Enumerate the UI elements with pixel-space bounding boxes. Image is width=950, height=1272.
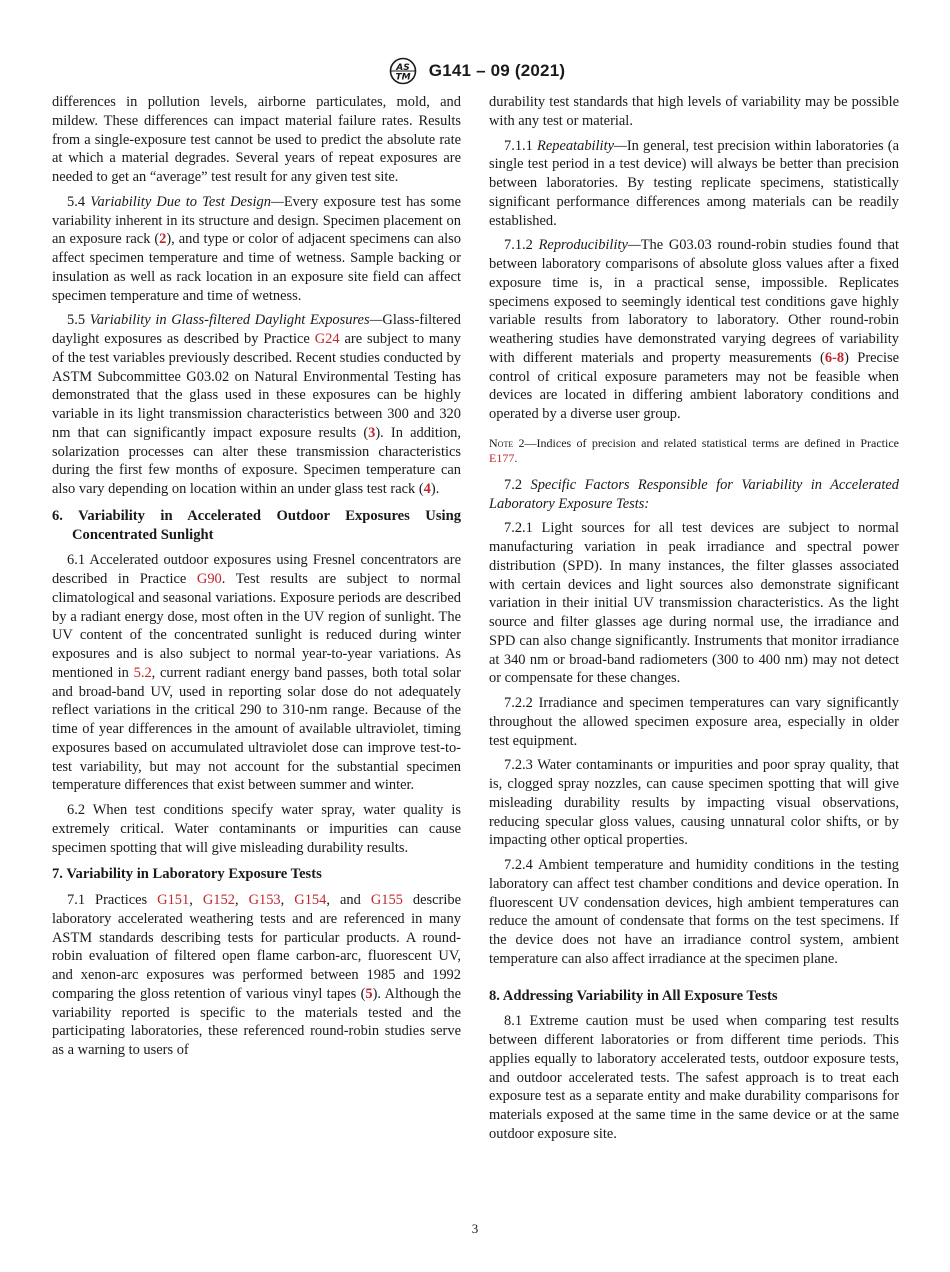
- section-6-heading: 6. Variability in Accelerated Outdoor Exposures Using Concentrated Sunlight: [52, 507, 461, 543]
- link-e177[interactable]: E177: [489, 450, 515, 465]
- page-number: 3: [471, 1221, 479, 1236]
- paragraph-5-5: 5.5 Variability in Glass-filtered Daylight Exposures—Glass-filtered daylight exposures as described by Practice G24 are subject to many of the test variables previously described. Recent studies conducted by ASTM Subcommittee G03.02 on Natural Environmental Testing has demonstrated that the glass used in these exposures can be highly variable in its light transmission characteristics between 300 and 320 nm that can significantly impact exposure results (3). In addition, solarization processes can alter these transmission characteristics during the first few months of exposure. Specimen temperature can also vary depending on location within an under glass test rack (4).: [52, 312, 462, 497]
- svg-text:AS: AS: [396, 63, 410, 73]
- heading-repeatability: Repeatability—: [537, 137, 627, 154]
- paragraph-7-1-2: 7.1.2 Reproducibility—The G03.03 round-robin studies found that between laboratory comparisons of absolute gloss values after a fixed exposure time is, in a practical sense, impossible. Replicates specimens exposed to seemingly identical test conditions gave highly variable results from laboratory to laboratory. Other round-robin weathering studies have demonstrated varying degrees of variability with different materials and property measurements (6-8) Precise control of critical exposure parameters may not be feasible when devices are located in differing ambient laboratory conditions and operated by a diverse user group.: [489, 237, 900, 422]
- paragraph-7-2-3: 7.2.3 Water contaminants or impurities and poor spray quality, that is, clogged spray nozzles, can cause specimen spotting that will give misleading durability results by impacting visual observations, reducing specular gloss values, causing unnatural color shifts, or by impacting other optical properties.: [489, 757, 899, 849]
- heading-5-4: Variability Due to Test Design—: [90, 193, 284, 210]
- reference-link-4[interactable]: 4: [423, 481, 431, 497]
- page-header: [0, 56, 950, 86]
- section-8-heading: 8. Addressing Variability in All Exposure Tests: [489, 987, 778, 1004]
- paragraph-7-2-1: 7.2.1 Light sources for all test devices are subject to normal manufacturing variation in peak irradiance and spectral power distribution (SPD). In many instances, the filter glasses associated with certain devices and light sources also demonstrate significant variation in their initial UV transmission characteristics. As the light source and filter glasses age during normal use, the irradiance and SPD can also change significantly. Instruments that monitor irradiance at 340 nm or broad-band radiometers (300 to 400 nm) may not detect or compensate for these changes.: [489, 520, 899, 687]
- heading-5-5: Variability in Glass-filtered Daylight Exposures—: [89, 312, 383, 329]
- paragraph-7-1-continued: durability test standards that high levels of variability may be possible with any test or material.: [489, 94, 899, 129]
- link-g151[interactable]: G151: [157, 892, 190, 908]
- note-2-label: Note 2: [489, 435, 525, 450]
- right-column: [489, 93, 899, 1150]
- link-g154[interactable]: G154: [294, 892, 327, 908]
- reference-link-2[interactable]: 2: [159, 231, 167, 248]
- link-g152[interactable]: G152: [202, 892, 235, 908]
- paragraph-6-2: 6.2 When test conditions specify water spray, water quality is extremely critical. Water contaminants or impurities can cause specimen spotting that will give misleading durability results.: [52, 802, 461, 856]
- paragraph-7-2: 7.2 Specific Factors Responsible for Variability in Accelerated Laboratory Exposure Tests:: [489, 476, 900, 512]
- reference-link-5[interactable]: 5: [365, 985, 373, 1002]
- paragraph-5-3-continued: differences in pollution levels, airborne particulates, mold, and mildew. These differences can impact material failure rates. Results from a single-exposure test cannot be used to predict the absolute rate at which a material degrades. Several years of repeat exposures are needed to get an “average” test result for any given test site.: [52, 94, 461, 185]
- paragraph-7-1: 7.1 Practices G151, G152, G153, G154, and G155 describe laboratory accelerated weathering tests and are referenced in many ASTM standards describing tests for particular products. A round-robin evaluation of filtered open flame carbon-arc, fluorescent UV, and xenon-arc exposures was performed between 1985 and 1992 comparing the gloss retention of various vinyl tapes (5). Although the variability reported is specific to the materials tested and the participating laboratories, these referenced round-robin studies serve as a warning to users of: [52, 892, 461, 1058]
- section-7-heading: 7. Variability in Laboratory Exposure Tests: [52, 866, 322, 883]
- svg-text:TM: TM: [395, 72, 411, 83]
- standard-designation: G141 – 09 (2021): [428, 61, 566, 80]
- paragraph-7-2-4: 7.2.4 Ambient temperature and humidity conditions in the testing laboratory can affect test chamber conditions and device operation. In fluorescent UV condensation devices, high ambient temperatures can reduce the amount of condensate that forms on the test specimens. If the device does not have an irradiance control system, ambient temperature can also affect irradiance at the specimen plane.: [489, 857, 899, 967]
- heading-7-2: Specific Factors Responsible for Variability in Accelerated Laboratory Exposure Tests:: [489, 476, 900, 512]
- link-section-5-2[interactable]: 5.2: [133, 664, 152, 681]
- link-g153[interactable]: G153: [248, 892, 281, 908]
- reference-link-3[interactable]: 3: [368, 424, 376, 441]
- link-g24[interactable]: G24: [314, 331, 340, 347]
- paragraph-7-2-2: 7.2.2 Irradiance and specimen temperatures can vary significantly throughout the allowed specimen exposure area, especially in older test equipment.: [489, 695, 899, 749]
- link-g90[interactable]: G90: [196, 571, 222, 587]
- reference-link-6-8[interactable]: 6-8: [824, 349, 845, 366]
- link-g155[interactable]: G155: [370, 892, 403, 908]
- paragraph-5-4: 5.4 Variability Due to Test Design—Every exposure test has some variability inherent in its structure and design. Specimen placement on an exposure rack (2), and type or color of adjacent specimens can also affect specimen temperature and time of wetness. Sample backing or insulation as well as rack location in an exposure site field can affect specimen temperature and time of wetness.: [52, 193, 462, 304]
- left-column: [52, 93, 461, 1066]
- paragraph-7-1-1: 7.1.1 Repeatability—In general, test precision within laboratories (a single test period in a test device) will always be better than precision between laboratories. By testing replicate specimens, statistically significant performance differences among materials can be readily established.: [489, 137, 899, 229]
- heading-reproducibility: Reproducibility—: [538, 237, 641, 254]
- paragraph-8-1: 8.1 Extreme caution must be used when comparing test results between different laboratories or from different time periods. This applies equally to laboratory accelerated tests, outdoor exposure tests, and outdoor accelerated tests. The safest approach is to treat each exposure test as a separate entity and make durability comparisons for materials exposed at the same time in the same device or at the same outdoor exposure site.: [489, 1013, 899, 1142]
- paragraph-6-1: 6.1 Accelerated outdoor exposures using Fresnel concentrators are described in Practice G90. Test results are subject to normal climatological and seasonal variations. Exposure periods are described by a radiant energy dose, most often in the UV region of sunlight. The UV content of the concentrated sunlight is reduced during winter exposures and is also subject to normal year-to-year variations. As mentioned in 5.2, current radiant energy band passes, both total solar and broad-band UV, used in reporting solar dose do not adequately reflect variations in the critical 290 to 310-nm range. Because of the time of year differences in the amount of available ultraviolet, timing exposures based on accumulated ultraviolet dose can improve test-to-test variability, but may not account for the substantial specimen temperature differences that exist between summer and winter.: [52, 552, 461, 794]
- note-2: Note 2—Indices of precision and related statistical terms are defined in Practice E177.: [489, 435, 899, 465]
- astm-logo-icon: [385, 57, 421, 85]
